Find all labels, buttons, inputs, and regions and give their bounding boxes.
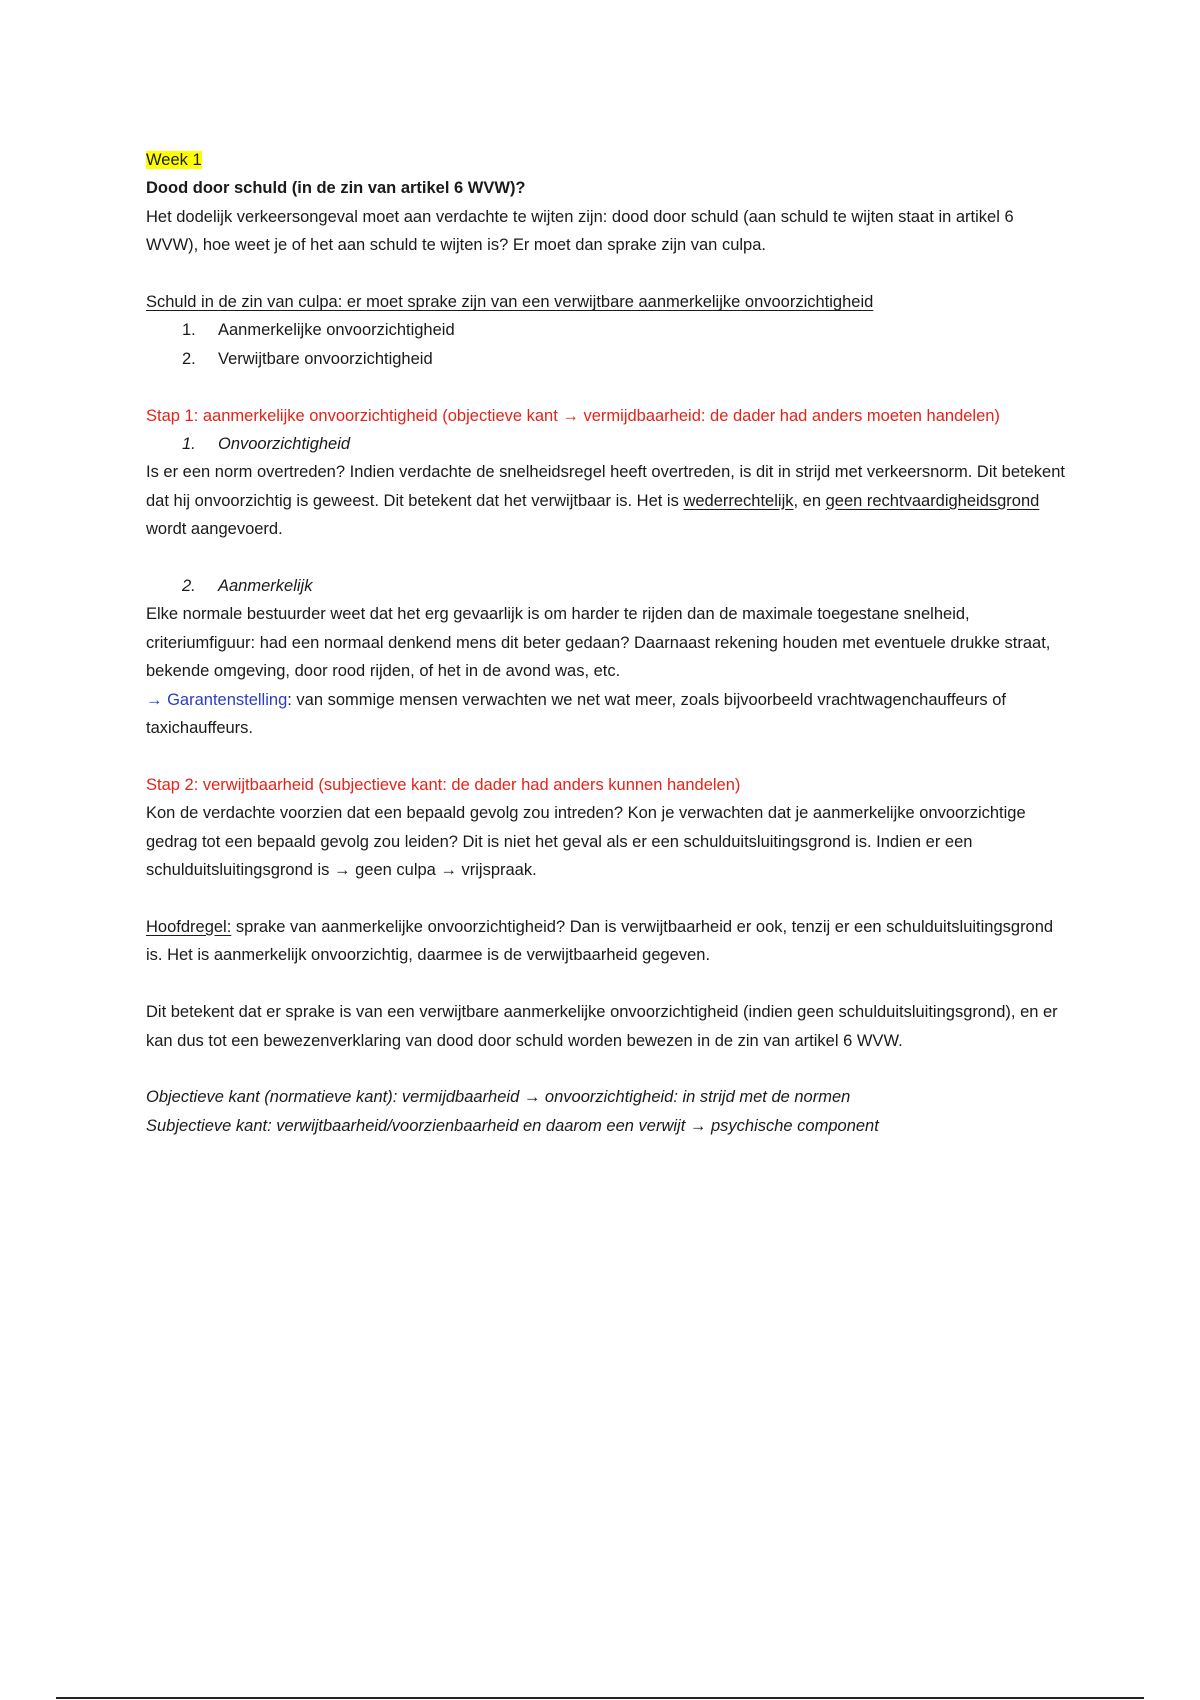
text-run: , en [793, 491, 826, 510]
step1-sub2-title: Aanmerkelijk [218, 577, 313, 596]
step1-sub1-list [146, 430, 1066, 458]
text-run: sprake van aanmerkelijke onvoorzichtigheid? Dan is verwijtbaarheid er ook, tenzij er een schulduitsluitingsgrond is. Het is aanmerkelijk onvoorzichtig, daarmee is de verwijtbaarheid gegeven. [146, 917, 1054, 965]
step1-heading: Stap 1: aanmerkelijke onvoorzichtigheid (objectieve kant → vermijdbaarheid: de dader had anders moeten handelen) [146, 406, 1000, 425]
page-bottom-rule [56, 1697, 1144, 1699]
text-run: Is er een norm overtreden? Indien verdachte de snelheidsregel heeft overtreden, is dit in strijd met verkeersnorm. Dit betekent dat hij onvoorzichtig is geweest. Dit betekent dat het verwijtbaar is. Het is [146, 463, 1065, 510]
list-number: 1. [182, 435, 196, 454]
list-number: 2. [182, 577, 196, 596]
conclusion-paragraph: Dit betekent dat er sprake is van een verwijtbare aanmerkelijke onvoorzichtigheid (indien geen schulduitsluitingsgrond), en er kan dus tot een bewezenverklaring van dood door schuld worden bewezen in de zin van artikel 6 WVW. [146, 1003, 1058, 1050]
step1-sub2-paragraph: Elke normale bestuurder weet dat het erg gevaarlijk is om harder te rijden dan de maximale toegestane snelheid, criteriumfiguur: had een normaal denkend mens dit beter gedaan? Daarnaast rekening houden met eventuele drukke straat, bekende omgeving, door rood rijden, of het in de avond was, etc. [146, 605, 1051, 681]
hoofdregel-label: Hoofdregel: [146, 917, 232, 936]
week-label-line [146, 146, 1066, 174]
list-item [146, 345, 1066, 373]
step2-paragraph: Kon de verdachte voorzien dat een bepaald gevolg zou intreden? Kon je verwachten dat je aanmerkelijke onvoorzichtige gedrag tot een bepaald gevolg zou leiden? Dit is niet het geval als er een schulduitsluitingsgrond is. Indien er een schulduitsluitingsgrond is → geen culpa → vrijspraak. [146, 804, 1026, 880]
document-body [146, 146, 1066, 1140]
list-text: Verwijtbare onvoorzichtigheid [218, 349, 433, 368]
step1-sub1-paragraph [146, 458, 1066, 543]
garantenstelling-paragraph [146, 686, 1066, 743]
week-label: Week 1 [146, 151, 202, 169]
list-item [146, 572, 1066, 600]
rechtvaardigheidsgrond-term: geen rechtvaardigheidsgrond [825, 491, 1040, 510]
step1-sub2-list [146, 572, 1066, 600]
list-number: 1. [182, 321, 196, 340]
hoofdregel-paragraph [146, 913, 1066, 970]
wederrechtelijk-term: wederrechtelijk [683, 491, 794, 510]
summary-subjective: Subjectieve kant: verwijtbaarheid/voorzienbaarheid en daarom een verwijt → psychische component [146, 1116, 879, 1135]
document-title: Dood door schuld (in de zin van artikel 6 WVW)? [146, 179, 526, 198]
culpa-heading: Schuld in de zin van culpa: er moet sprake zijn van een verwijtbare aanmerkelijke onvoorzichtigheid [146, 293, 874, 312]
list-item [146, 430, 1066, 458]
list-number: 2. [182, 349, 196, 368]
text-run: : van sommige mensen verwachten we net wat meer, zoals bijvoorbeeld vrachtwagenchauffeurs of taxichauffeurs. [146, 690, 1006, 738]
garantenstelling-term: → Garantenstelling [146, 690, 288, 709]
step2-heading: Stap 2: verwijtbaarheid (subjectieve kant: de dader had anders kunnen handelen) [146, 775, 741, 794]
step1-sub1-title: Onvoorzichtigheid [218, 435, 351, 454]
intro-paragraph: Het dodelijk verkeersongeval moet aan verdachte te wijten zijn: dood door schuld (aan schuld te wijten staat in artikel 6 WVW), hoe weet je of het aan schuld te wijten is? Er moet dan sprake zijn van culpa. [146, 207, 1014, 255]
culpa-list [146, 316, 1066, 373]
text-run: wordt aangevoerd. [146, 520, 283, 539]
summary-objective: Objectieve kant (normatieve kant): vermijdbaarheid → onvoorzichtigheid: in strijd met de normen [146, 1088, 851, 1107]
list-text: Aanmerkelijke onvoorzichtigheid [218, 321, 455, 340]
list-item [146, 316, 1066, 344]
